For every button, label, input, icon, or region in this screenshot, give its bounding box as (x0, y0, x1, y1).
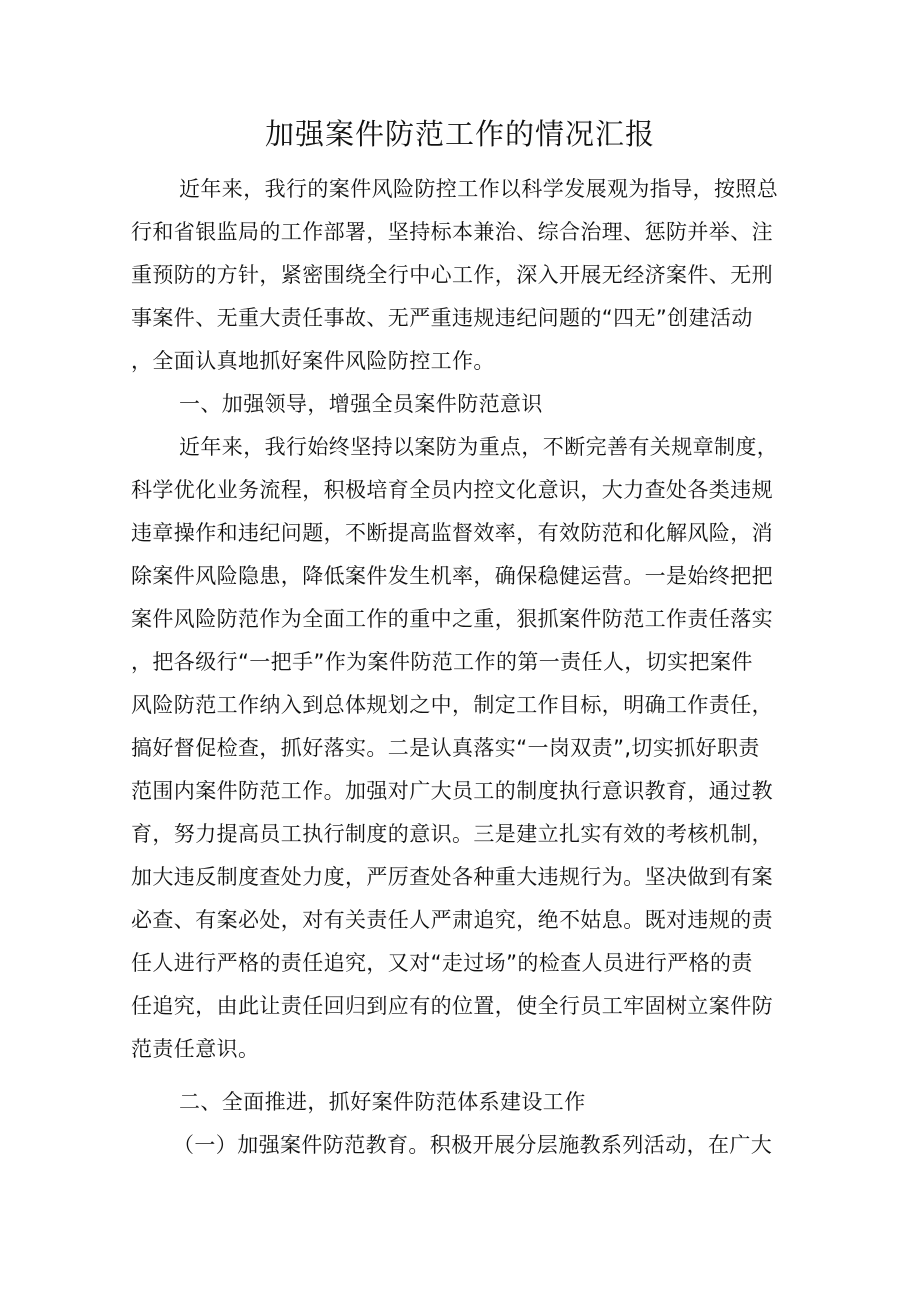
paragraph-line: 加大违反制度查处力度，严厉查处各种重大违规行为。坚决做到有案 (131, 865, 773, 889)
paragraph-line: 必查、有案必处，对有关责任人严肃追究，绝不姑息。既对违规的责 (131, 908, 773, 932)
paragraph-line: 搞好督促检查，抓好落实。二是认真落实“一岗双责”,切实抓好职责 (131, 736, 760, 760)
paragraph-line: 事案件、无重大责任事故、无严重违规违纪问题的“四无”创建活动 (131, 306, 753, 330)
paragraph-line: 近年来，我行始终坚持以案防为重点，不断完善有关规章制度， (179, 435, 779, 459)
document-title: 加强案件防范工作的情况汇报 (264, 117, 655, 151)
paragraph-line: 案件风险防范作为全面工作的重中之重，狠抓案件防范工作责任落实 (131, 607, 773, 631)
paragraph-line: 育，努力提高员工执行制度的意识。三是建立扎实有效的考核机制， (131, 822, 773, 846)
paragraph-line: 违章操作和违纪问题，不断提高监督效率，有效防范和化解风险，消 (131, 521, 773, 545)
document-body (131, 168, 791, 1167)
subsection-heading: （一）加强案件防范教育。积极开展分层施教系列活动，在广大 (173, 1133, 773, 1157)
paragraph-line: 风险防范工作纳入到总体规划之中，制定工作目标，明确工作责任， (131, 693, 773, 717)
paragraph-line: 行和省银监局的工作部署，坚持标本兼治、综合治理、惩防并举、注 (131, 220, 773, 244)
paragraph-line: 近年来，我行的案件风险防控工作以科学发展观为指导，按照总 (179, 177, 779, 201)
paragraph-line: 范围内案件防范工作。加强对广大员工的制度执行意识教育，通过教 (131, 779, 773, 803)
section-heading: 一、加强领导，增强全员案件防范意识 (179, 392, 543, 416)
paragraph-line: 任追究，由此让责任回归到应有的位置，使全行员工牢固树立案件防 (131, 994, 773, 1018)
paragraph-line: 任人进行严格的责任追究，又对“走过场”的检查人员进行严格的责 (131, 951, 753, 975)
section-heading: 二、全面推进，抓好案件防范体系建设工作 (179, 1090, 586, 1114)
spacer (131, 1071, 791, 1081)
paragraph-line: 范责任意识。 (131, 1037, 260, 1061)
paragraph-line: ，全面认真地抓好案件风险防控工作。 (131, 349, 495, 373)
paragraph-line: 重预防的方针，紧密围绕全行中心工作，深入开展无经济案件、无刑 (131, 263, 773, 287)
paragraph-line: 科学优化业务流程，积极培育全员内控文化意识，大力查处各类违规 (131, 478, 773, 502)
paragraph-line: 除案件风险隐患，降低案件发生机率，确保稳健运营。一是始终把把 (131, 564, 773, 588)
paragraph-line: ，把各级行“一把手”作为案件防范工作的第一责任人，切实把案件 (131, 650, 753, 674)
